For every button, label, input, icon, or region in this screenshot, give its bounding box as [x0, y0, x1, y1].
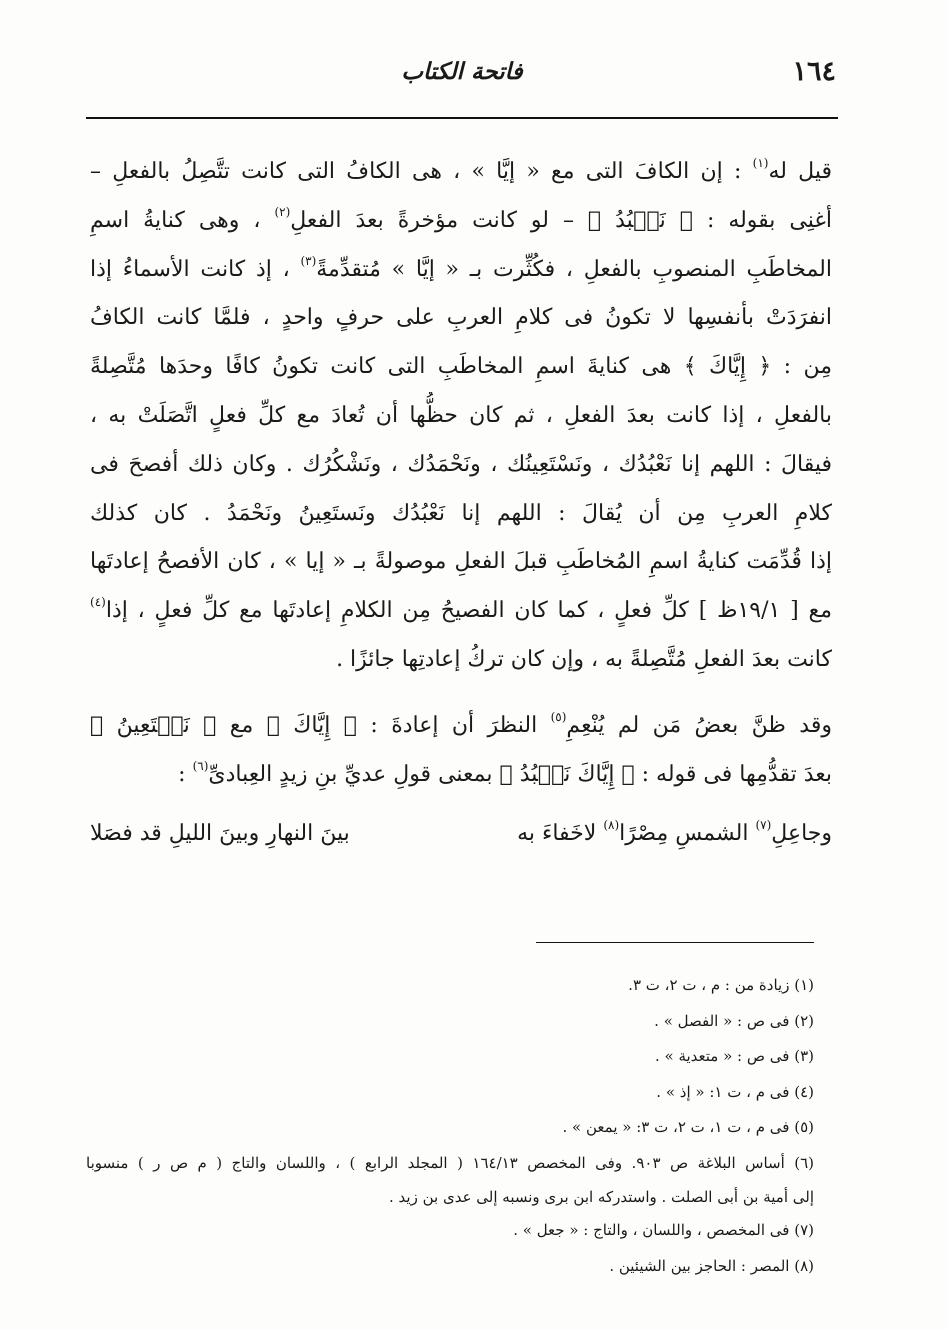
text-line	[90, 702, 832, 751]
footnote: إلى أمية بن أبى الصلت . واستدركه ابن برى ونسبه إلى عدى بن زيد .	[389, 1188, 814, 1206]
text-line	[90, 587, 832, 636]
text-line	[90, 441, 832, 490]
text-run: بالفعلِ ، إذا كانت بعدَ الفعلِ ، ثم كان حظُّها أن تُعادَ مع كلِّ فعلٍ اتَّصَلَتْ به ،	[90, 402, 832, 428]
text-line	[90, 343, 832, 392]
text-run: مع [ ١٩/١ظ ] كلِّ فعلٍ ، كما كان الفصيحُ مِن الكلامِ إعادتَها مع كلِّ فعلٍ ، إذا	[105, 598, 832, 624]
page-number: ١٦٤	[792, 56, 836, 87]
text-run: لاخَفاءَ به	[517, 821, 604, 847]
text-run: : إن الكافَ التى مع « إيَّا » ، هى الكافُ التى كانت تتَّصِلُ بالفعلِ –	[90, 159, 753, 184]
footnote-ref: (٣)	[300, 253, 317, 268]
footnote-ref: (٢)	[274, 204, 291, 219]
footnote-ref: (٥)	[550, 709, 567, 724]
text-run: وجاعِلِ	[771, 821, 832, 847]
footnote: (٢) فى ص : « الفصل » .	[654, 1011, 814, 1030]
text-run: مِن : ﴿ إِيَّاكَ ﴾ هى كنايةَ اسمِ المخاطَبِ التى كانت تكونُ كافًا وحدَها مُتَّصِلةً	[90, 354, 832, 380]
body-text	[90, 148, 832, 859]
footnote: (٧) فى المخصص ، واللسان ، والتاج : « جعل » .	[513, 1221, 814, 1239]
text-line	[90, 636, 832, 685]
text-run: ، إذ كانت الأسماءُ إذا	[90, 256, 301, 282]
hemistich-second	[90, 809, 350, 859]
text-run: كانت بعدَ الفعلِ مُتَّصِلةً به ، وإن كان تركُ إعادتِها جائزًا .	[336, 646, 832, 672]
text-line	[90, 246, 832, 295]
footnote-ref: (٤)	[90, 595, 106, 610]
text-run: :	[178, 761, 193, 787]
running-title: فاتحة الكتاب	[401, 58, 523, 85]
footnote: (٥) فى م ، ت ١، ت ٢، ت ٣: « يمعن » .	[562, 1118, 814, 1136]
footnote-separator	[536, 942, 814, 943]
text-line	[90, 490, 832, 539]
page-header	[88, 56, 836, 92]
footnote: (٦) أساس البلاغة ص ٩٠٣. وفى المخصص ١٦٤/١٣ ( المجلد الرابع ) ، واللسان والتاج ( م ص ر ) منسوبا	[86, 1153, 814, 1172]
text-line	[90, 197, 832, 246]
text-run: المخاطَبِ المنصوبِ بالفعلِ ، فكُثِّرت بـ « إيَّا » مُتقدِّمةً	[316, 256, 832, 282]
text-run: بعدَ تقدُّمِها فى قوله : ﴿ إِيَّاكَ نَعۡبُدُ ﴾ بمعنى قولِ عديِّ بنِ زيدٍ العِبادىِّ	[208, 761, 832, 787]
text-run: وقد ظنَّ بعضُ مَن لم يُنْعِمِ	[566, 712, 832, 738]
footnote: (٨) المصر : الحاجز بين الشيئين .	[609, 1256, 814, 1275]
text-line	[90, 148, 832, 197]
footnote: (٣) فى ص : « متعدية » .	[654, 1047, 814, 1065]
text-run: النظرَ أن إعادةَ : ﴿ إِيَّاكَ ﴾ مع ﴿ نَسۡتَعِينُ ﴾	[90, 712, 551, 738]
text-run: كلامِ العربِ مِن أن يُقالَ : اللهم إنا نَعْبُدُك ونَستَعِينُ ونَحْمَدُ . كان كذلك	[90, 500, 832, 526]
text-line	[90, 294, 832, 343]
footnote: (١) زيادة من : م ، ت ٢، ت ٣.	[628, 976, 814, 994]
footnote-ref: (١)	[752, 156, 769, 170]
text-run: ، وهى كنايةُ اسمِ	[90, 207, 275, 233]
text-run: قيل له	[768, 159, 832, 184]
text-run: انفرَدَتْ بأنفسِها لا تكونُ فى كلامِ العربِ على حرفٍ واحدٍ ، فلمَّا كانت الكافُ	[90, 305, 832, 331]
text-run: فيقالَ : اللهم إنا نَعْبُدُك ، ونَسْتَعِينُك ، ونَحْمَدُك ، ونَشْكُرُك . وكان ذلك أفصحَ فى	[90, 451, 832, 477]
poetry-verse	[90, 809, 832, 859]
footnote-ref: (٦)	[192, 758, 209, 773]
text-run: إذا قُدِّمَت كنايةُ اسمِ المُخاطَبِ قبلَ الفعلِ موصولةً بـ « إيا » ، كان الأفصحُ إعادتَها	[90, 549, 832, 575]
header-rule	[86, 117, 838, 119]
text-line	[90, 392, 832, 441]
text-line	[90, 538, 832, 587]
text-run: أغنِى بقوله : ﴿ نَعۡبُدُ ﴾ – لو كانت مؤخرةً بعدَ الفعلِ	[290, 207, 832, 233]
footnote-ref: (٧)	[755, 818, 772, 833]
footnote: (٤) فى م ، ت ١: « إذ » .	[656, 1082, 814, 1101]
text-line	[90, 751, 832, 800]
footnotes	[86, 968, 814, 1284]
hemistich-first	[517, 809, 832, 859]
text-run: الشمسِ مِصْرًا	[619, 821, 756, 847]
footnote-ref: (٨)	[603, 818, 620, 833]
text-run: بينَ النهارِ وبينَ الليلِ قد فصَلا	[90, 821, 350, 847]
